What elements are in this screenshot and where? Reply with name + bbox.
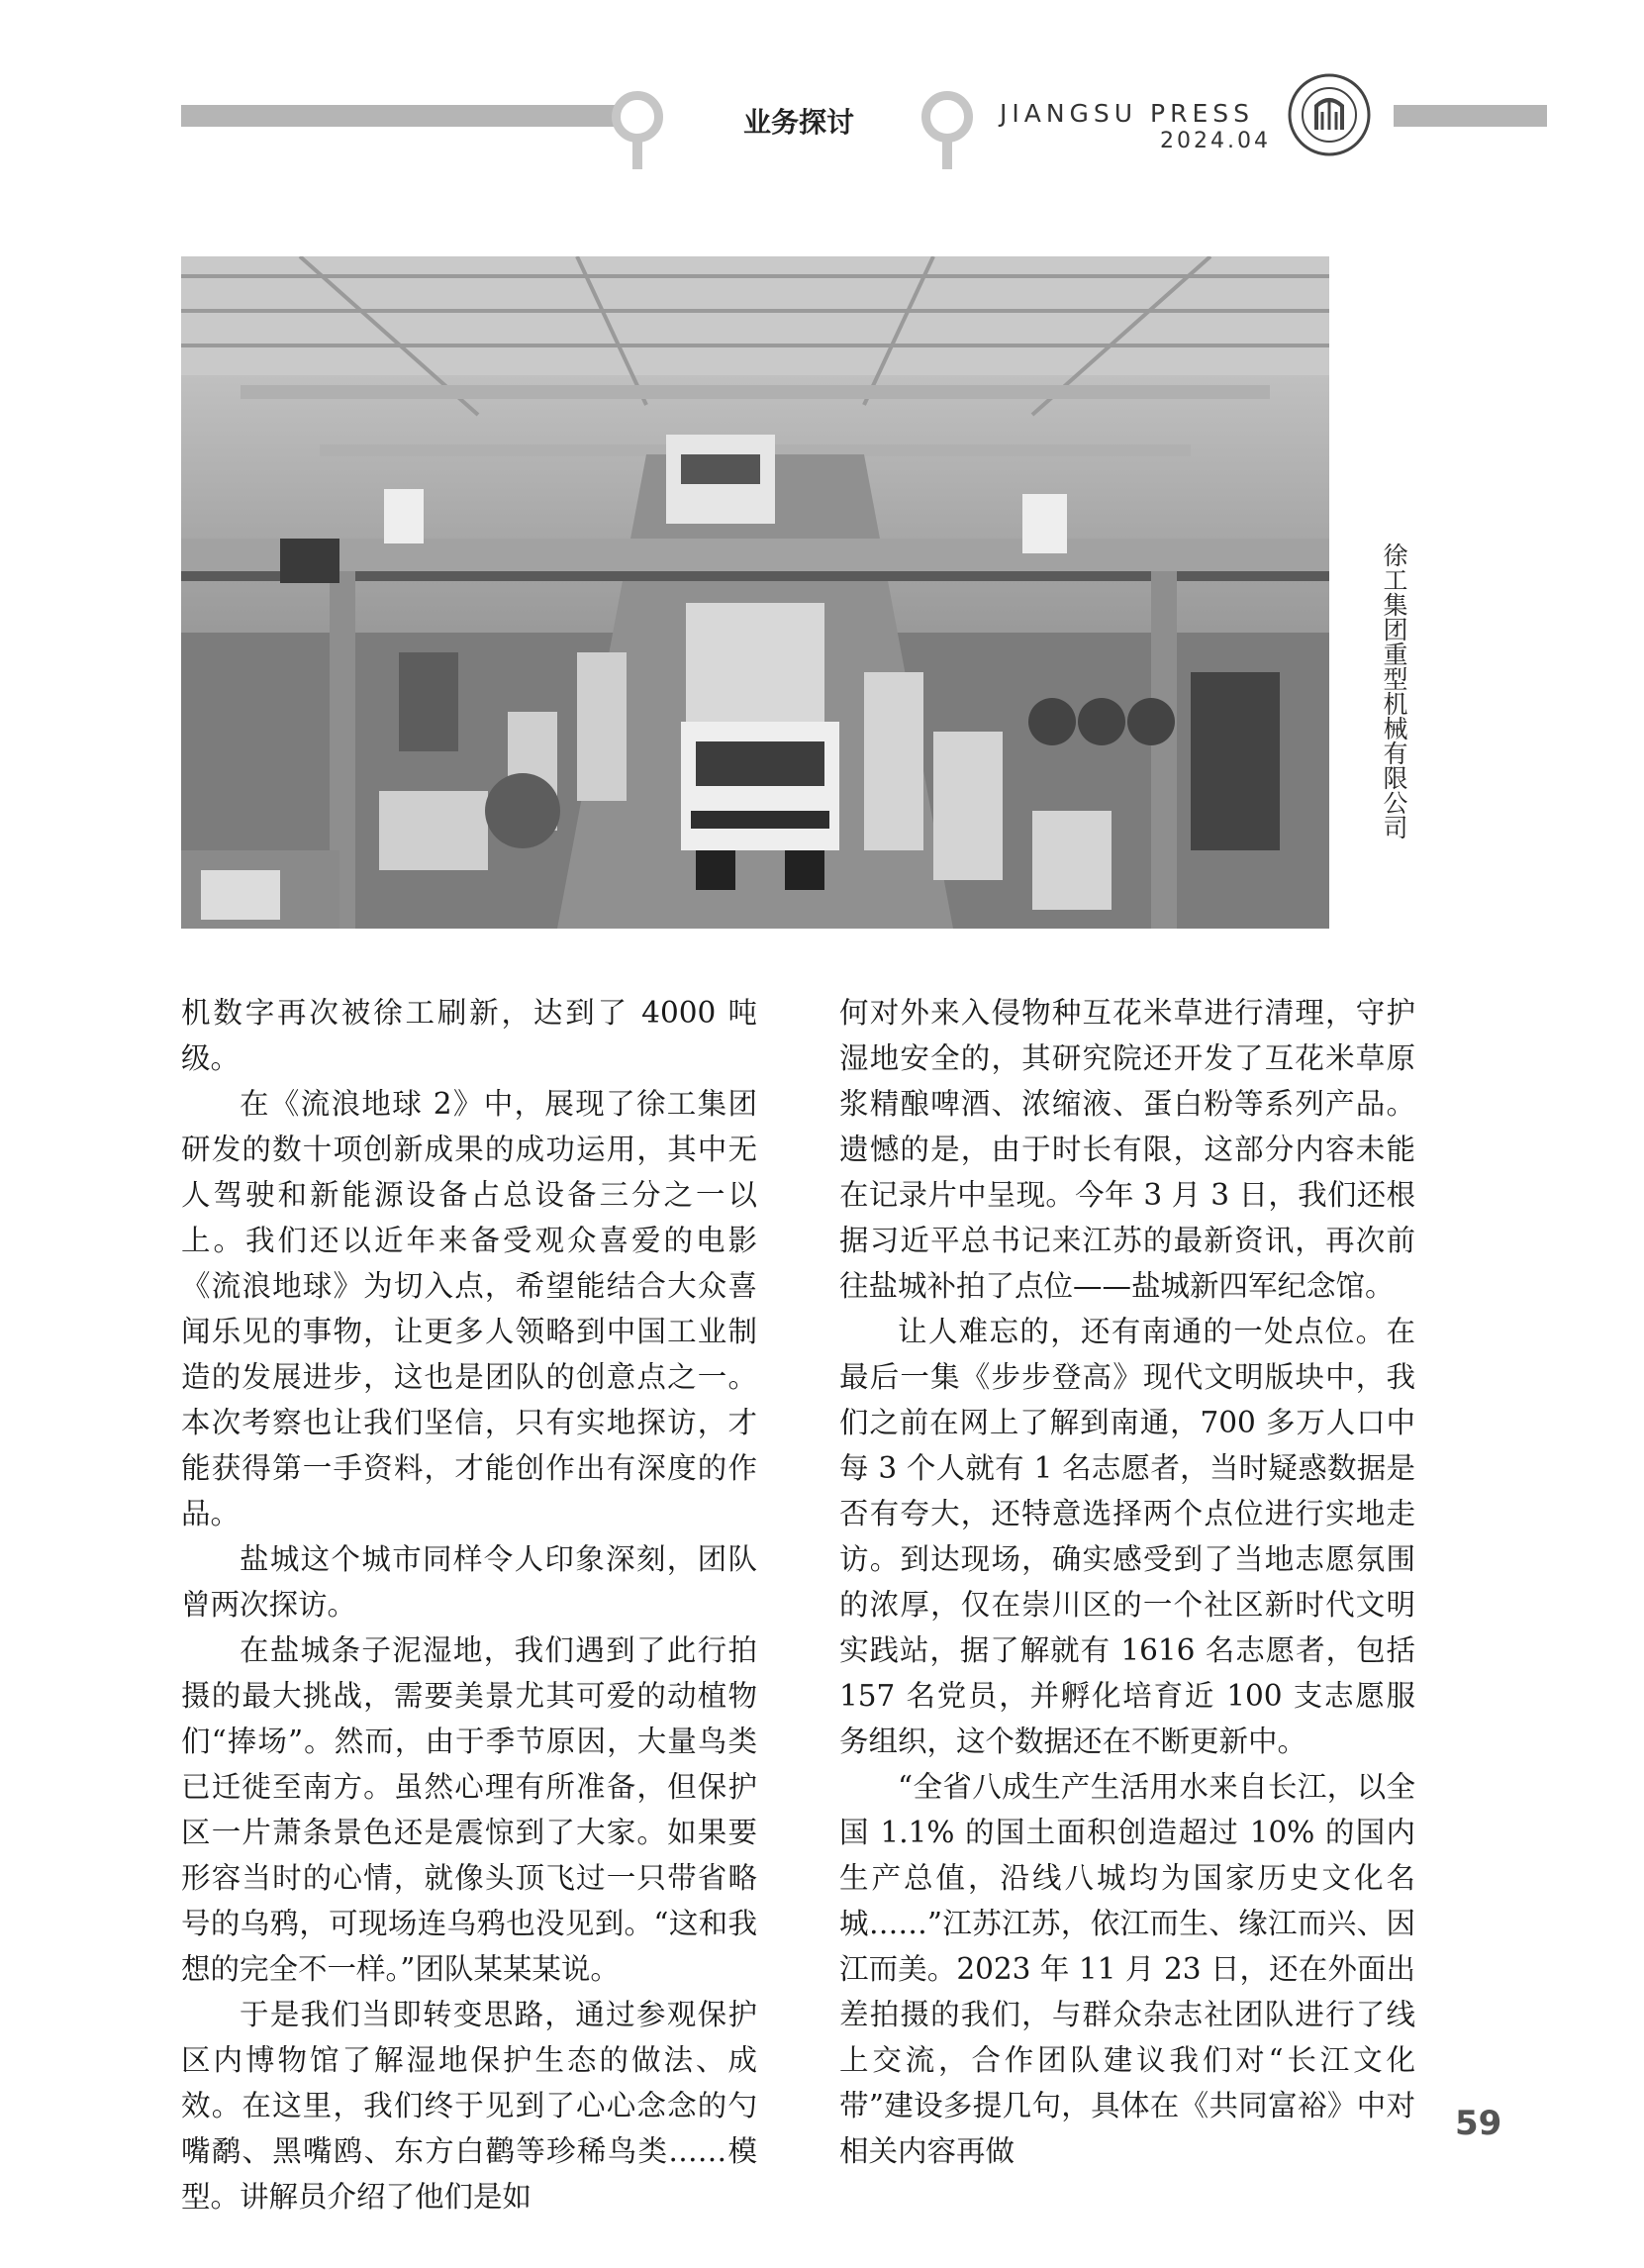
factory-photo	[181, 256, 1329, 929]
section-title: 业务探讨	[742, 106, 854, 139]
map-pin-icon	[921, 91, 973, 143]
paragraph: 在盐城条子泥湿地，我们遇到了此行拍摄的最大挑战，需要美景尤其可爱的动植物们“捧场”。然而，由于季节原因，大量鸟类已迁徙至南方。虽然心理有所准备，但保护区一片萧条景色还是震惊到了大家。如果要形容当时的心情，就像头顶飞过一只带省略号的乌鸦，可现场连乌鸦也没见到。“这和我想的完全不一样。”团队某某某说。	[181, 1633, 757, 1986]
map-pin-icon	[612, 91, 663, 143]
paragraph: 何对外来入侵物种互花米草进行清理，守护湿地安全的，其研究院还开发了互花米草原浆精酿啤酒、浓缩液、蛋白粉等系列产品。遗憾的是，由于时长有限，这部分内容未能在记录片中呈现。今年 3 月 3 日，我们还根据习近平总书记来江苏的最新资讯，再次前往盐城补拍了点位——盐城新四军纪念馆。	[839, 996, 1415, 1303]
factory-assembly-line-photo	[181, 256, 1329, 929]
paragraph: 盐城这个城市同样令人印象深刻，团队曾两次探访。	[181, 1542, 757, 1622]
page-number: 59	[1455, 2104, 1502, 2143]
paragraph: “全省八成生产生活用水来自长江，以全国 1.1% 的国土面积创造超过 10% 的国内生产总值，沿线八城均为国家历史文化名城……”江苏江苏，依江而生、缘江而兴、因江而美。2023 年 11 月 23 日，还在外面出差拍摄的我们，与群众杂志社团队进行了线上交流，合作团队建议我们对“长江文化带”建设多提几句，具体在《共同富裕》中对相关内容再做	[839, 1770, 1415, 2168]
paragraph: 机数字再次被徐工刷新，达到了 4000 吨级。	[181, 996, 757, 1075]
article-column-right	[839, 990, 1415, 2174]
paragraph: 于是我们当即转变思路，通过参观保护区内博物馆了解湿地保护生态的做法、成效。在这里，我们终于见到了心心念念的勺嘴鹬、黑嘴鸥、东方白鹳等珍稀鸟类……模型。讲解员介绍了他们是如	[181, 1998, 757, 2214]
paragraph: 在《流浪地球 2》中，展现了徐工集团研发的数十项创新成果的成功运用，其中无人驾驶和新能源设备占总设备三分之一以上。我们还以近年来备受观众喜爱的电影《流浪地球》为切入点，希望能结合大众喜闻乐见的事物，让更多人领略到中国工业制造的发展进步，这也是团队的创意点之一。本次考察也让我们坚信，只有实地探访，才能获得第一手资料，才能创作出有深度的作品。	[181, 1087, 757, 1530]
article-column-left	[181, 990, 757, 2219]
press-seal-logo-icon	[1287, 72, 1372, 157]
photo-caption: 徐工集团重型机械有限公司	[1380, 542, 1408, 839]
issue-number: 2024.04	[1160, 129, 1271, 153]
header-bar-left	[181, 105, 622, 127]
publication-name: JIANGSU PRESS	[1000, 99, 1255, 128]
header-bar-right	[1394, 105, 1547, 127]
paragraph: 让人难忘的，还有南通的一处点位。在最后一集《步步登高》现代文明版块中，我们之前在网上了解到南通，700 多万人口中每 3 个人就有 1 名志愿者，当时疑惑数据是否有夸大，还特意选择两个点位进行实地走访。到达现场，确实感受到了当地志愿氛围的浓厚，仅在崇川区的一个社区新时代文明实践站，据了解就有 1616 名志愿者，包括 157 名党员，并孵化培育近 100 支志愿服务组织，这个数据还在不断更新中。	[839, 1315, 1415, 1758]
